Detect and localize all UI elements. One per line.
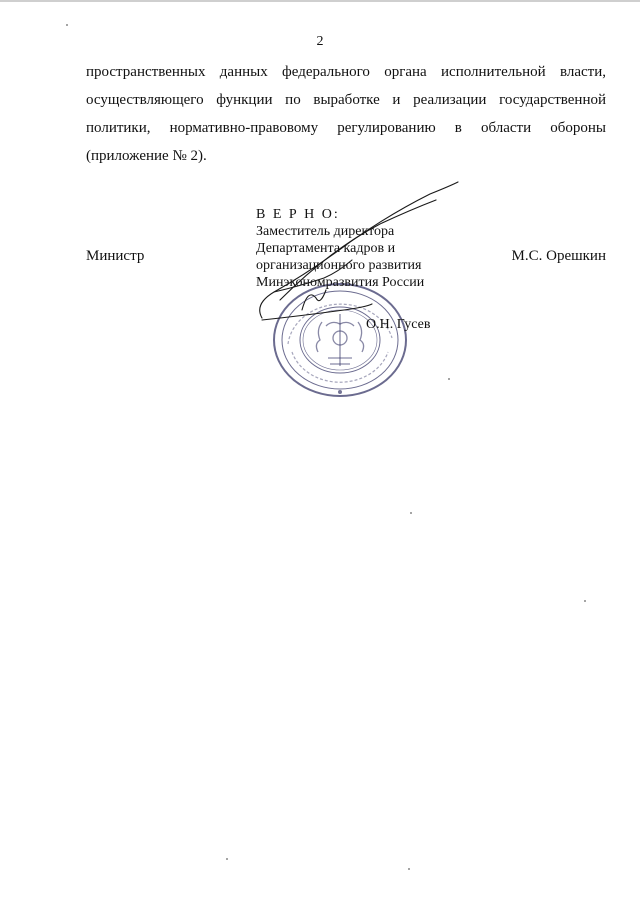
minister-name: М.С. Орешкин: [511, 248, 606, 264]
signature-area: [0, 200, 640, 420]
page-number: 2: [316, 34, 324, 49]
scan-speck: [408, 868, 410, 870]
certification-position-line: организационного развития: [256, 258, 422, 273]
scan-speck: [66, 24, 68, 26]
body-line: пространственных данных федерального органа исполнительной власти,: [86, 64, 606, 80]
body-line: осуществляющего функции по выработке и реализации государственной: [86, 92, 606, 108]
scan-speck: [584, 600, 586, 602]
certification-position-line: Минэкономразвития России: [256, 275, 425, 290]
certification-position-line: Департамента кадров и: [256, 241, 396, 256]
scan-speck: [410, 512, 412, 514]
handwritten-signature: [240, 180, 470, 350]
body-line: (приложение № 2).: [86, 148, 207, 164]
scan-speck: [226, 858, 228, 860]
body-line: политики, нормативно-правовому регулированию в области обороны: [86, 120, 606, 136]
certifier-name: О.Н. Гусев: [366, 317, 431, 332]
certification-heading: В Е Р Н О:: [256, 207, 340, 222]
top-border-line: [0, 0, 640, 2]
scan-speck: [448, 378, 450, 380]
certification-position-line: Заместитель директора: [256, 224, 395, 239]
minister-label: Министр: [86, 248, 145, 264]
